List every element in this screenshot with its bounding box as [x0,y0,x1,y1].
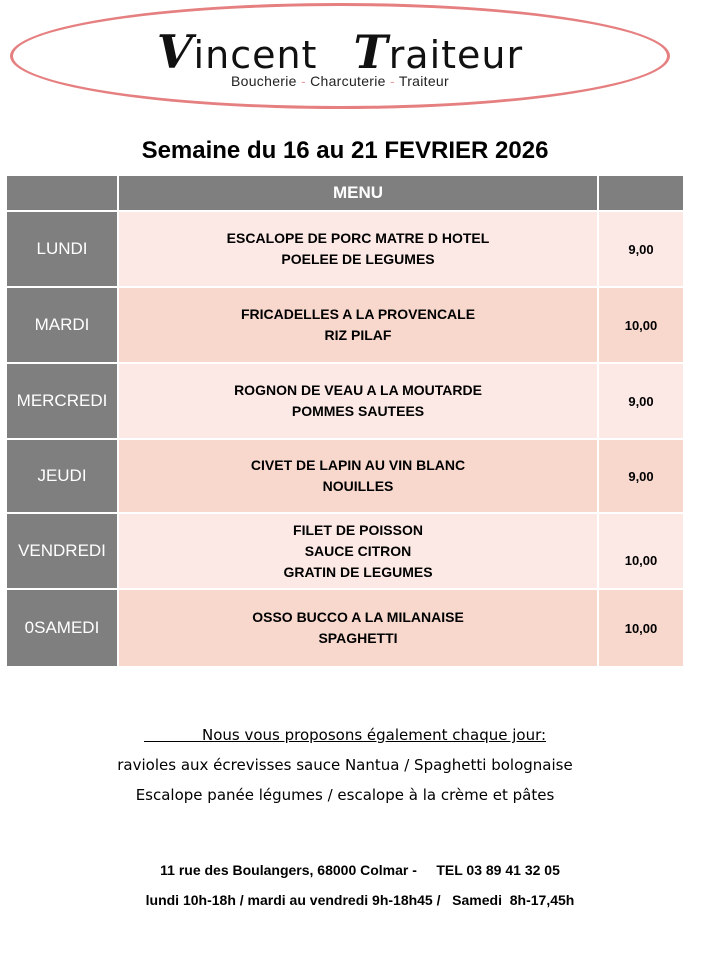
dish-line: OSSO BUCCO A LA MILANAISE [252,609,464,625]
menu-header-row [6,175,684,211]
extras-line: ravioles aux écrevisses sauce Nantua / Spaghetti bolognaise [117,756,573,774]
logo-initial-t: T [353,25,389,79]
logo-initial-v: V [156,25,194,79]
dish-cell [118,287,598,363]
dish-line: FRICADELLES A LA PROVENCALE [240,306,476,322]
menu-row [6,589,684,667]
day-cell: MERCREDI [6,363,118,439]
daily-extras [0,726,690,804]
price-cell: 9,00 [598,211,684,287]
price-cell: 9,00 [598,363,684,439]
extras-heading-text: Nous vous proposons également chaque jour: [201,726,547,744]
extras-line: Escalope panée légumes / escalope à la crème et pâtes [135,786,555,804]
dish-cell [118,589,598,667]
dish-cell [118,211,598,287]
dish-line: SAUCE CITRON [304,542,412,559]
extras-heading [144,726,546,744]
dish-line: POMMES SAUTEES [291,403,425,419]
menu-row [6,287,684,363]
dish-line: ESCALOPE DE PORC MATRE D HOTEL [226,230,490,246]
header-menu: MENU [118,175,598,211]
footer-address: 11 rue des Boulangers, 68000 Colmar - TEL 03 89 41 32 05 [160,862,560,878]
dish-line: NOUILLES [322,478,394,494]
logo-subtitle [10,73,670,89]
logo-word-vincent: incent [193,33,318,77]
dish-cell [118,439,598,513]
menu-table [5,174,685,668]
dish-line: RIZ PILAF [324,327,392,343]
menu-row [6,439,684,513]
subtitle-boucherie: Boucherie [231,73,297,89]
day-cell: VENDREDI [6,513,118,589]
header-price [598,175,684,211]
dish-line: POELEE DE LEGUMES [281,251,435,267]
subtitle-separator: - [296,73,311,89]
price-cell: 10,00 [598,589,684,667]
price-cell: 9,00 [598,439,684,513]
logo-word-traiteur: raiteur [388,33,524,77]
day-cell: JEUDI [6,439,118,513]
subtitle-traiteur: Traiteur [398,73,449,89]
logo-title [10,25,670,79]
price-cell: 10,00 [598,513,684,589]
dish-cell [118,513,598,589]
subtitle-charcuterie: Charcuterie [310,73,386,89]
footer [0,855,720,915]
header-day [6,175,118,211]
menu-row [6,211,684,287]
footer-hours: lundi 10h-18h / mardi au vendredi 9h-18h45 / Samedi 8h-17,45h [145,892,575,908]
dish-line: FILET DE POISSON [293,521,423,538]
day-cell: MARDI [6,287,118,363]
price-cell: 10,00 [598,287,684,363]
dish-line: GRATIN DE LEGUMES [283,563,433,580]
menu-row [6,513,684,589]
dish-line: ROGNON DE VEAU A LA MOUTARDE [234,382,482,398]
week-title: Semaine du 16 au 21 FEVRIER 2026 [141,137,549,164]
day-cell: LUNDI [6,211,118,287]
menu-row [6,363,684,439]
dish-line: CIVET DE LAPIN AU VIN BLANC [250,457,466,473]
dish-line: SPAGHETTI [318,630,398,646]
subtitle-separator: - [385,73,399,89]
dish-cell [118,363,598,439]
logo [10,3,670,107]
day-cell: 0SAMEDI [6,589,118,667]
